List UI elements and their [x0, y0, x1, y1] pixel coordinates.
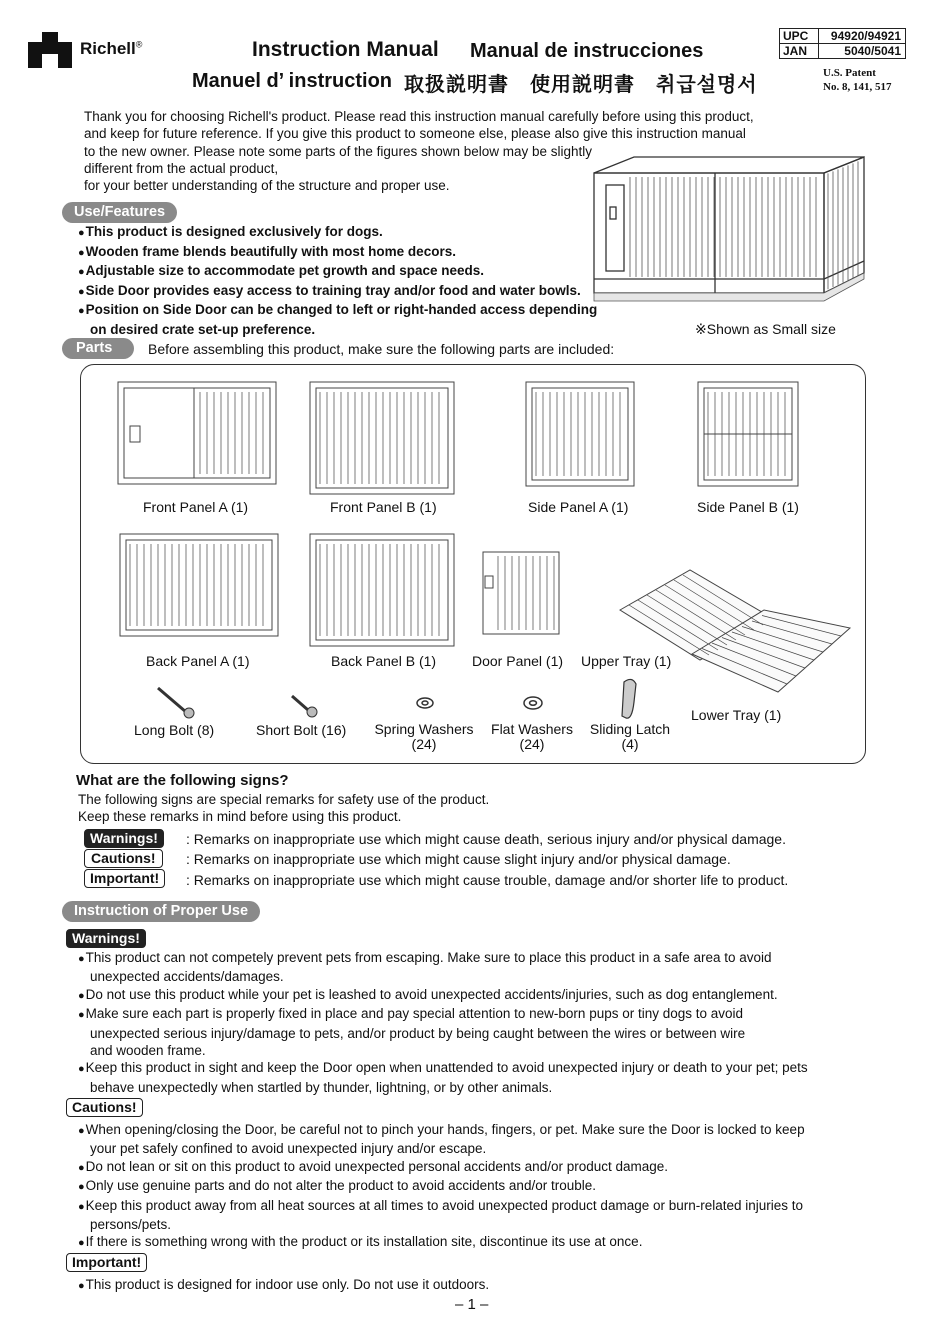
part-label: Long Bolt (8) — [134, 722, 215, 738]
brand-name: Richell® — [80, 39, 143, 58]
part-label — [588, 722, 672, 752]
patent-info — [823, 66, 891, 94]
part-label: Side Panel B (1) — [697, 499, 799, 515]
part-label: Side Panel A (1) — [528, 499, 629, 515]
part-qty: (4) — [621, 736, 639, 752]
short-bolt-icon — [292, 696, 317, 717]
front-panel-b-icon — [310, 382, 454, 494]
warning-item: ● Keep this product in sight and keep the Door open when unattended to avoid unexpected injury or death to your pet; pets — [78, 1059, 808, 1078]
spring-washer-icon — [417, 698, 433, 708]
important-tag: Important! — [84, 869, 165, 888]
intro-line: for your better understanding of the structure and proper use. — [84, 178, 450, 194]
tray-icon — [620, 570, 850, 692]
part-label: Upper Tray (1) — [581, 653, 672, 669]
long-bolt-icon — [158, 688, 194, 718]
parts-note: Before assembling this product, make sure the following parts are included: — [148, 341, 615, 357]
part-label: Back Panel A (1) — [146, 653, 250, 669]
section-use-features: Use/Features — [62, 202, 177, 223]
warning-item-continuation: and wooden frame. — [90, 1043, 206, 1059]
intro-line: and keep for future reference. If you give this product to someone else, please also give this instruction manual — [84, 126, 746, 142]
feature-item: ● This product is designed exclusively for dogs. — [78, 223, 597, 243]
intro-line: Thank you for choosing Richell's product. Please read this instruction manual carefully before using this product, — [84, 109, 754, 124]
warning-item: ● Do not use this product while your pet is leashed to avoid unexpected accidents/injuries, such as dog entanglement. — [78, 986, 808, 1005]
part-qty: (24) — [519, 736, 545, 752]
caution-item: ● Do not lean or sit on this product to avoid unexpected personal accidents and/or product damage. — [78, 1158, 805, 1177]
intro-line: different from the actual product, — [84, 160, 279, 176]
code-key: UPC — [780, 29, 819, 43]
caution-item: ● If there is something wrong with the product or its installation site, discontinue its use at once. — [78, 1233, 805, 1252]
code-key: JAN — [780, 44, 819, 58]
caution-item: ● Keep this product away from all heat sources at all times to avoid unexpected product damage or burn-related injuries to — [78, 1197, 805, 1216]
patent-line: No. 8, 141, 517 — [823, 81, 892, 93]
title-french: Manuel d’ instruction — [192, 70, 393, 92]
product-codes — [779, 28, 906, 59]
sliding-latch-icon — [622, 679, 636, 718]
important-tag: Important! — [66, 1253, 147, 1272]
intro-line: to the new owner. Please note some parts of the figures shown below may be slightly — [84, 143, 593, 159]
cautions-tag: Cautions! — [84, 849, 163, 868]
part-label: Door Panel (1) — [472, 653, 564, 669]
caution-item-continuation: your pet safely confined to avoid unexpected injury and/or escape. — [90, 1141, 487, 1157]
warnings-tag: Warnings! — [84, 829, 164, 848]
part-qty: (24) — [411, 736, 437, 752]
code-value: 5040/5041 — [844, 44, 901, 58]
shown-size-note: ※Shown as Small size — [695, 321, 836, 337]
part-label: Front Panel B (1) — [330, 499, 437, 515]
front-panel-a-icon — [118, 382, 276, 484]
part-label: Back Panel B (1) — [331, 653, 437, 669]
back-panel-b-icon — [310, 534, 454, 646]
warning-item: ● Make sure each part is properly fixed in place and pay special attention to new-born pups or tiny dogs to avoid — [78, 1005, 808, 1024]
feature-item: ● Wooden frame blends beautifully with most home decors. — [78, 243, 597, 263]
important-item: ● This product is designed for indoor use only. Do not use it outdoors. — [78, 1276, 489, 1295]
part-label: Front Panel A (1) — [143, 499, 249, 515]
crate-illustration — [590, 155, 868, 315]
title-cjk: 取扱説明書 使用説明書 취급설명서 — [404, 74, 758, 96]
warnings-tag: Warnings! — [66, 929, 146, 948]
feature-item: ● Adjustable size to accommodate pet growth and space needs. — [78, 262, 597, 282]
caution-item: ● When opening/closing the Door, be careful not to pinch your hands, fingers, or pet. Make sure the Door is locked to keep — [78, 1121, 805, 1140]
part-label: Short Bolt (16) — [256, 722, 347, 738]
warning-item-continuation: unexpected serious injury/damage to pets, and/or product by being caught between the wires or between wire — [90, 1025, 746, 1041]
part-name: Spring Washers — [374, 721, 474, 737]
section-parts: Parts — [62, 338, 134, 359]
door-panel-icon — [483, 552, 559, 634]
signs-line: Keep these remarks in mind before using this product. — [78, 809, 402, 825]
cautions-tag: Cautions! — [66, 1098, 143, 1117]
code-value: 94920/94921 — [830, 29, 901, 43]
warnings-list — [78, 949, 808, 1096]
signs-intro — [78, 791, 489, 826]
feature-item: ● Position on Side Door can be changed to left or right-handed access depending — [78, 301, 597, 321]
cautions-list — [78, 1121, 805, 1253]
patent-line: U.S. Patent — [823, 67, 876, 79]
warning-item-continuation: behave unexpectedly when startled by thunder, lightning, or by other animals. — [90, 1079, 553, 1095]
feature-item: ● Side Door provides easy access to training tray and/or food and water bowls. — [78, 282, 597, 302]
important-desc: : Remarks on inappropriate use which might cause trouble, damage and/or shorter life to product. — [186, 872, 789, 888]
warning-item-continuation: unexpected accidents/damages. — [90, 969, 284, 985]
page-number: – 1 – — [455, 1296, 489, 1313]
part-label — [488, 722, 576, 752]
richell-logo-icon — [28, 30, 74, 70]
part-label — [372, 722, 476, 752]
section-proper-use: Instruction of Proper Use — [62, 901, 260, 922]
title-english: Instruction Manual — [252, 38, 439, 61]
caution-item: ● Only use genuine parts and do not alter the product to avoid accidents and/or trouble. — [78, 1177, 805, 1196]
caution-item-continuation: persons/pets. — [90, 1217, 172, 1233]
cautions-desc: : Remarks on inappropriate use which might cause slight injury and/or physical damage. — [186, 851, 731, 867]
signs-heading: What are the following signs? — [76, 772, 289, 789]
feature-item-continuation: on desired crate set-up preference. — [90, 321, 316, 337]
important-list — [78, 1276, 489, 1295]
flat-washer-icon — [524, 697, 542, 709]
side-panel-a-icon — [526, 382, 634, 486]
part-name: Sliding Latch — [589, 721, 671, 737]
title-spanish: Manual de instrucciones — [470, 40, 704, 62]
signs-line: The following signs are special remarks for safety use of the product. — [78, 792, 490, 807]
features-list — [78, 223, 597, 339]
warning-item: ● This product can not competely prevent pets from escaping. Make sure to place this product in a safe area to avoid — [78, 949, 808, 968]
part-name: Flat Washers — [491, 721, 573, 737]
warnings-desc: : Remarks on inappropriate use which might cause death, serious injury and/or physical damage. — [186, 831, 786, 847]
part-label: Lower Tray (1) — [691, 707, 782, 723]
parts-illustrations — [80, 364, 866, 764]
